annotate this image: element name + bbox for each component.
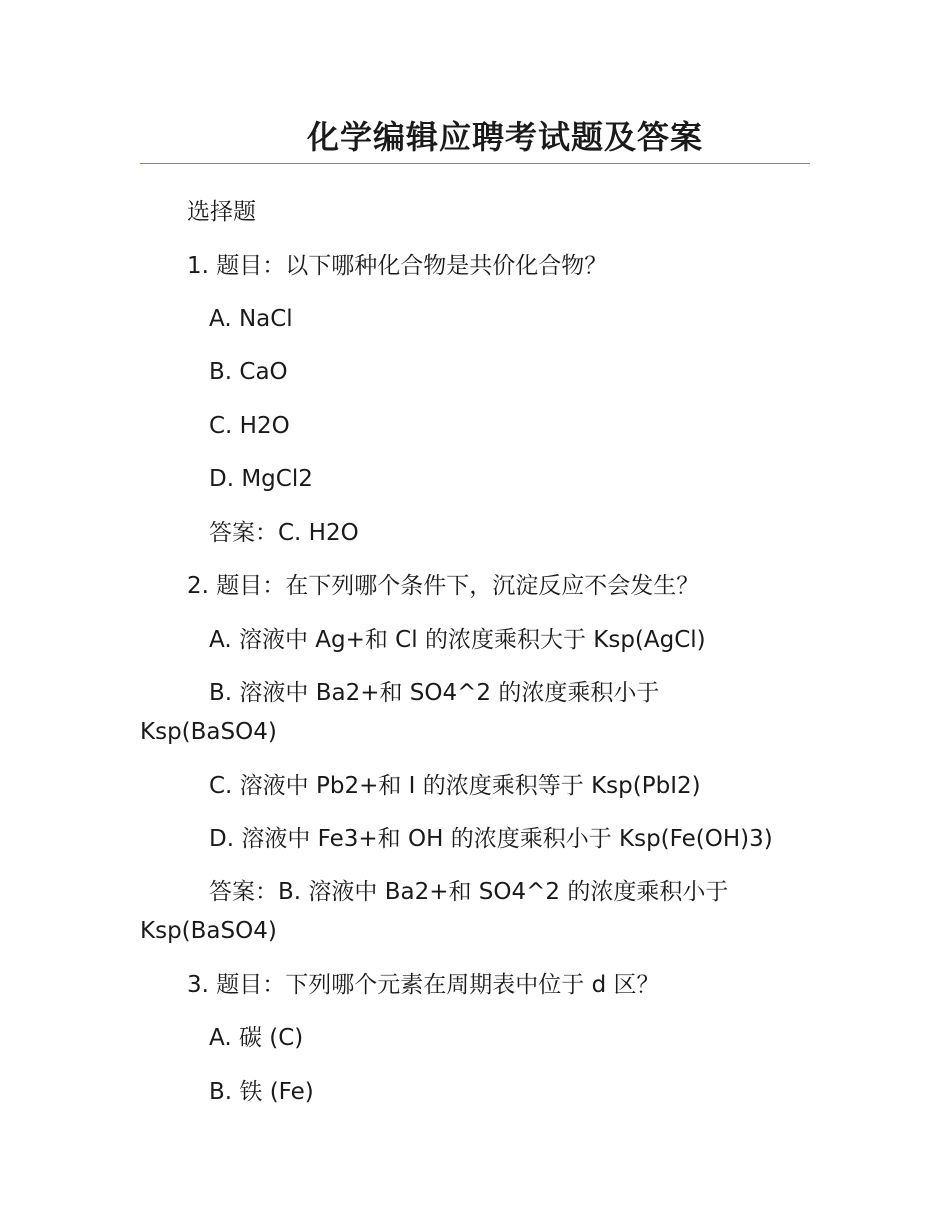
question-3-option-b: B. 铁 (Fe) [209, 1079, 314, 1105]
question-2-option-b: B. 溶液中 Ba2+和 SO4^2 的浓度乘积小于 [209, 680, 660, 706]
question-2-option-c: C. 溶液中 Pb2+和 I 的浓度乘积等于 Ksp(PbI2) [209, 773, 701, 799]
question-1-option-b: B. CaO [209, 359, 288, 385]
question-1-option-d: D. MgCl2 [209, 466, 313, 492]
question-2-answer: 答案：B. 溶液中 Ba2+和 SO4^2 的浓度乘积小于 [209, 879, 729, 905]
document-title: 化学编辑应聘考试题及答案 [306, 118, 703, 156]
question-3-option-a: A. 碳 (C) [209, 1025, 304, 1051]
question-1-option-a: A. NaCl [209, 306, 293, 332]
question-1-prompt: 1. 题目：以下哪种化合物是共价化合物？ [187, 253, 608, 279]
question-2-option-b-continued: Ksp(BaSO4) [140, 719, 277, 745]
question-2-option-d: D. 溶液中 Fe3+和 OH 的浓度乘积小于 Ksp(Fe(OH)3) [209, 826, 773, 852]
question-2-answer-continued: Ksp(BaSO4) [140, 918, 277, 944]
question-1-answer: 答案：C. H2O [209, 520, 359, 546]
question-2-option-a: A. 溶液中 Ag+和 Cl 的浓度乘积大于 Ksp(AgCl) [209, 627, 706, 653]
question-3-prompt: 3. 题目：下列哪个元素在周期表中位于 d 区？ [187, 972, 660, 998]
title-divider [140, 163, 810, 164]
question-2-prompt: 2. 题目：在下列哪个条件下，沉淀反应不会发生？ [187, 573, 700, 599]
section-heading: 选择题 [187, 199, 256, 225]
question-1-option-c: C. H2O [209, 413, 290, 439]
